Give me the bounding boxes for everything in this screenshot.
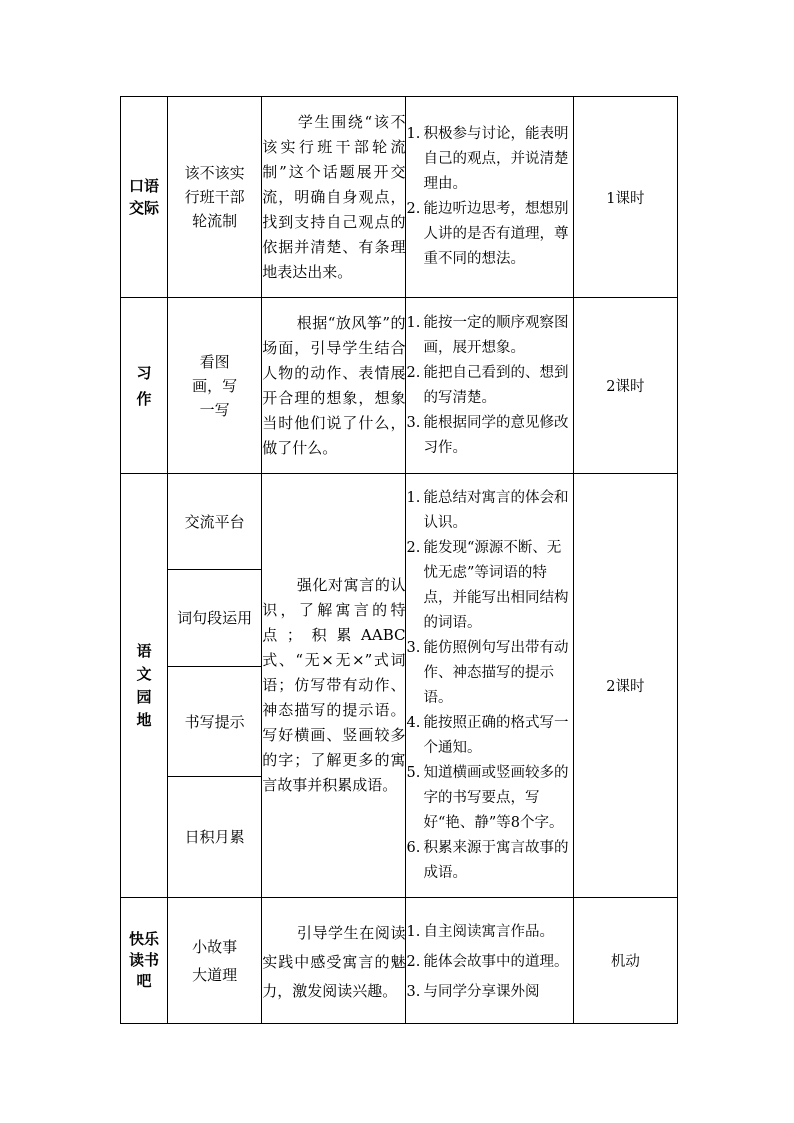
list-item: 3. 能仿照例句写出带有动作、神态描写的提示语。 [406, 639, 569, 706]
list-item: 1. 能按一定的顺序观察图画，展开想象。 [406, 314, 569, 356]
list-item: 5. 知道横画或竖画较多的字的书写要点，写好“艳、静”等8个字。 [406, 764, 569, 831]
subtopic-cell: 日积月累 [168, 777, 262, 898]
hours-cell: 2课时 [573, 298, 677, 474]
goal-cell: 根据“放风筝”的场面，引导学生结合人物的动作、表情展开合理的想象，想象当时他们说了什么，做了什么。 [262, 298, 406, 474]
hours-cell: 1课时 [573, 97, 677, 298]
list-item: 1. 积极参与讨论，能表明自己的观点，并说清楚理由。 [406, 126, 569, 192]
goal-cell: 引导学生在阅读实践中感受寓言的魅力，激发阅读兴趣。 [262, 898, 406, 1024]
list-item: 3. 能根据同学的意见修改习作。 [406, 414, 569, 456]
list-item: 1. 自主阅读寓言作品。 [406, 924, 554, 940]
list-item: 2. 能边听边思考，想想别人讲的是否有道理，尊重不同的想法。 [406, 201, 569, 267]
list-item: 2. 能发现“源源不断、无忧无虑”等词语的特点，并能写出相同结构的词语。 [406, 539, 569, 631]
table-row [121, 474, 678, 570]
goal-cell: 强化对寓言的认识，了解寓言的特点；积累AABC式、“无×无×”式词语；仿写带有动作、神态描写的提示语。写好横画、竖画较多的字；了解更多的寓言故事并积累成语。 [262, 474, 406, 898]
topic-cell: 小故事 大道理 [168, 898, 262, 1024]
objectives-cell [406, 97, 573, 298]
objectives-cell [406, 474, 573, 898]
subtopic-cell: 交流平台 [168, 474, 262, 570]
hours-cell: 机动 [573, 898, 677, 1024]
goal-cell: 学生围绕“该不该实行班干部轮流制”这个话题展开交流，明确自身观点，找到支持自己观点的依据并清楚、有条理地表达出来。 [262, 97, 406, 298]
unit-cell: 语文园地 [121, 474, 168, 898]
hours-cell: 2课时 [573, 474, 677, 898]
list-item: 1. 能总结对寓言的体会和认识。 [406, 489, 569, 531]
list-item: 3. 与同学分享课外阅 [406, 984, 540, 1000]
topic-cell: 该不该实行班干部轮流制 [168, 97, 262, 298]
topic-cell: 看图画，写一写 [168, 298, 262, 474]
objectives-cell [406, 298, 573, 474]
unit-cell: 快乐读书吧 [121, 898, 168, 1024]
list-item: 4. 能按照正确的格式写一个通知。 [406, 714, 569, 756]
unit-cell: 习作 [121, 298, 168, 474]
lesson-plan-table [120, 96, 678, 1024]
table-row [121, 898, 678, 1024]
table-row [121, 298, 678, 474]
list-item: 2. 能把自己看到的、想到的写清楚。 [406, 364, 569, 406]
unit-cell: 口语交际 [121, 97, 168, 298]
subtopic-cell: 词句段运用 [168, 570, 262, 667]
list-item: 2. 能体会故事中的道理。 [406, 954, 569, 970]
objectives-cell [406, 898, 573, 1024]
subtopic-cell: 书写提示 [168, 667, 262, 777]
list-item: 6. 积累来源于寓言故事的成语。 [406, 839, 569, 881]
table-row [121, 97, 678, 298]
